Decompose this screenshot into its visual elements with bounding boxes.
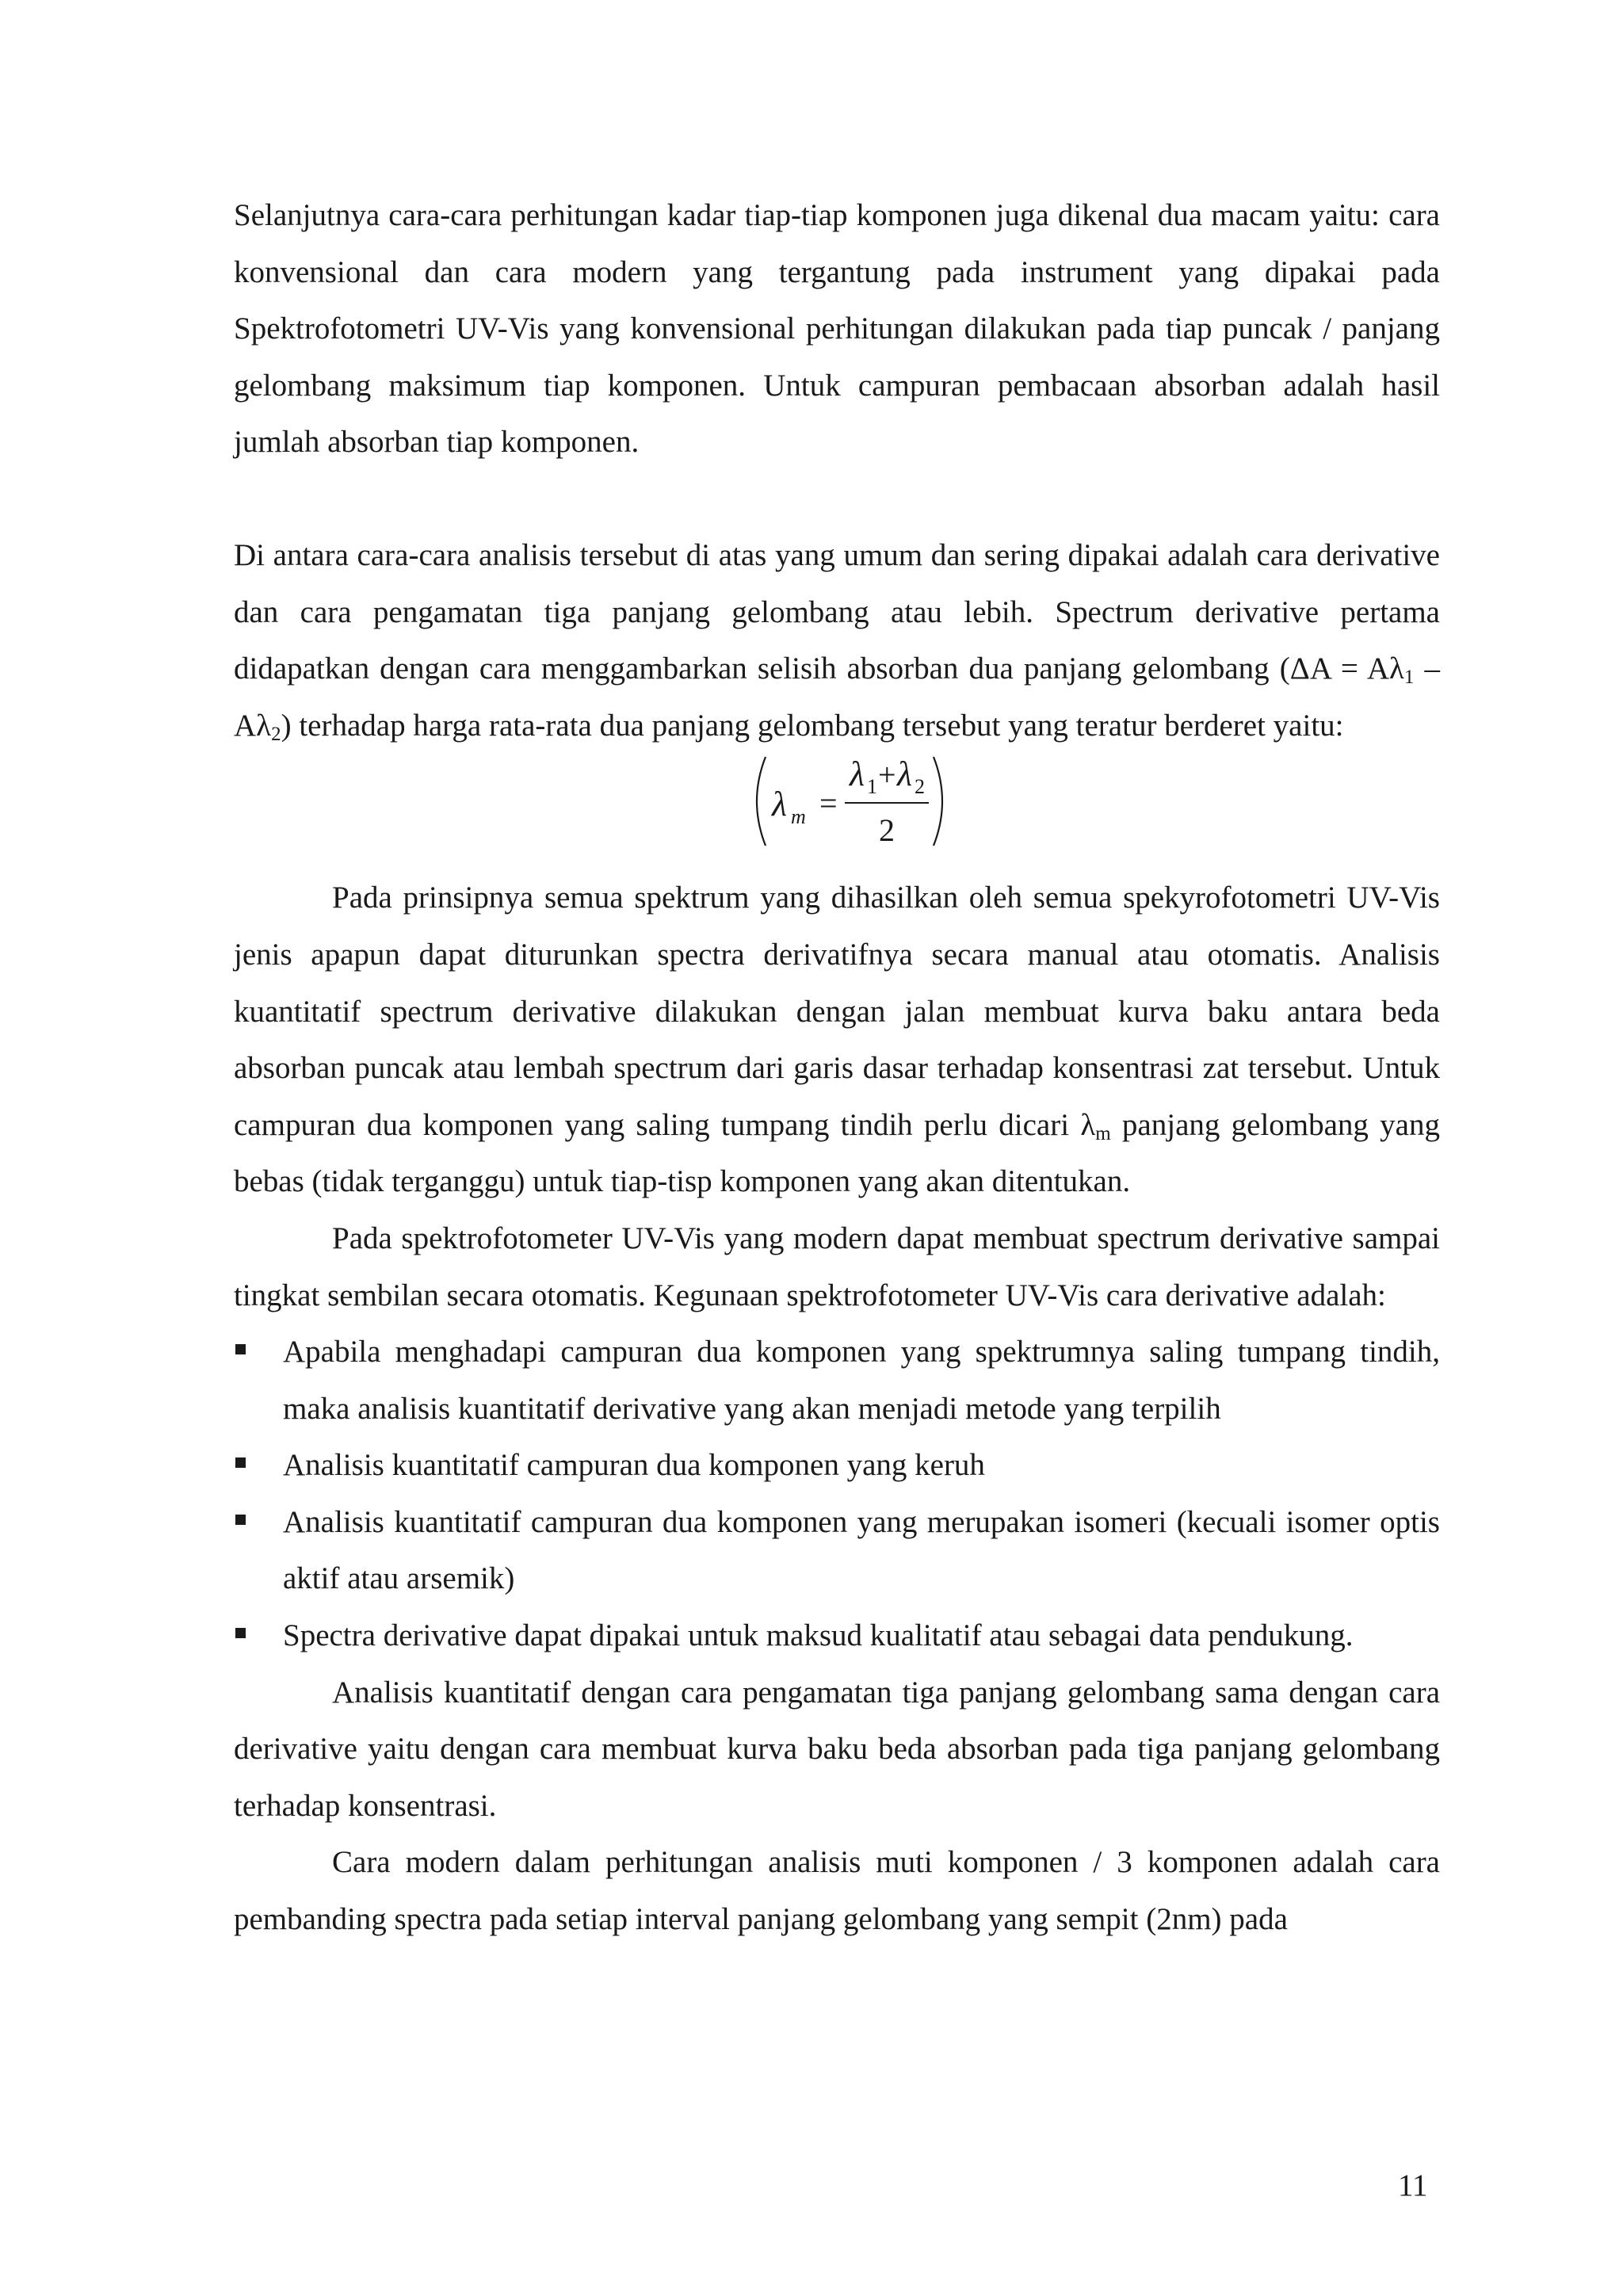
- page-content: [234, 187, 1440, 1948]
- square-bullet-icon: [235, 1457, 246, 1468]
- formula-lambda-mean: [234, 751, 1440, 865]
- square-bullet-icon: [235, 1628, 246, 1638]
- formula-left-paren: [757, 757, 766, 846]
- subscript: 1: [1403, 667, 1415, 689]
- subscript: 2: [271, 723, 281, 745]
- list-item-text: Analisis kuantitatif campuran dua komponen yang keruh: [283, 1448, 985, 1483]
- list-item: [234, 1607, 1440, 1664]
- bullet-list-uses: [234, 1324, 1440, 1664]
- formula-graphic: [753, 751, 943, 861]
- list-item: [234, 1494, 1440, 1607]
- formula-denominator: 2: [879, 812, 895, 849]
- paragraph-gap: [234, 471, 1440, 527]
- square-bullet-icon: [235, 1515, 246, 1525]
- square-bullet-icon: [235, 1344, 246, 1354]
- paragraph-text: Pada prinsipnya semua spektrum yang dihasilkan oleh semua spekyrofotometri UV-Vis jenis apapun dapat diturunkan spectra derivatifnya secara manual atau otomatis. Analisis kuantitatif spectrum derivative dilakukan dengan jalan membuat kurva baku antara beda absorban puncak atau lembah spectrum dari garis dasar terhadap konsentrasi zat tersebut. Untuk campuran dua komponen yang saling tumpang tindih perlu dicari λ: [234, 881, 1440, 1142]
- paragraph-text: Di antara cara-cara analisis tersebut di atas yang umum dan sering dipakai adalah cara derivative dan cara pengamatan tiga panjang gelombang atau lebih. Spectrum derivative pertama didapatkan dengan cara menggambarkan selisih absorban dua panjang gelombang (ΔA = Aλ: [234, 537, 1440, 686]
- paragraph-modern-spectrophotometer: Pada spektrofotometer UV-Vis yang modern dapat membuat spectrum derivative sampai tingkat sembilan secara otomatis. Kegunaan spektrofotometer UV-Vis cara derivative adalah:: [234, 1221, 1440, 1312]
- paragraph-derivative-principle: [234, 869, 1440, 1210]
- formula-equals: =: [819, 785, 838, 822]
- formula-numerator-sub1: 1: [867, 775, 877, 799]
- list-item: [234, 1324, 1440, 1437]
- list-item-text: Spectra derivative dapat dipakai untuk maksud kualitatif atau sebagai data pendukung.: [283, 1618, 1354, 1653]
- subscript: m: [1095, 1122, 1111, 1144]
- formula-numerator-lambda1: λ: [850, 755, 865, 794]
- formula-plus: +: [878, 757, 896, 793]
- list-item: [234, 1437, 1440, 1494]
- formula-numerator-sub2: 2: [915, 775, 925, 799]
- formula-right-paren: [934, 757, 942, 846]
- paragraph-calculation-methods: Selanjutnya cara-cara perhitungan kadar tiap-tiap komponen juga dikenal dua macam yaitu: cara konvensional dan cara modern yang tergantung pada instrument yang dipakai pada Spektrofotometri UV-Vis yang konvensional perhitungan dilakukan pada tiap puncak / panjang gelombang maksimum tiap komponen. Untuk campuran pembacaan absorban adalah hasil jumlah absorban tiap komponen.: [234, 198, 1440, 460]
- formula-lhs-symbol: λ: [772, 785, 788, 824]
- paragraph-text: – Aλ: [234, 651, 1441, 743]
- paragraph-text: panjang gelombang yang bebas (tidak terganggu) untuk tiap-tisp komponen yang akan ditentukan.: [234, 1107, 1440, 1199]
- paragraph-three-wavelength: Analisis kuantitatif dengan cara pengamatan tiga panjang gelombang sama dengan cara derivative yaitu dengan cara membuat kurva baku beda absorban pada tiga panjang gelombang terhadap konsentrasi.: [234, 1675, 1440, 1823]
- paragraph-modern-calculation: Cara modern dalam perhitungan analisis muti komponen / 3 komponen adalah cara pembanding spectra pada setiap interval panjang gelombang yang sempit (2nm) pada: [234, 1845, 1440, 1937]
- paragraph-derivative-method: [234, 527, 1440, 754]
- paragraph-text: ) terhadap harga rata-rata dua panjang gelombang tersebut yang teratur berderet yaitu:: [281, 708, 1344, 743]
- page-number: 11: [1398, 2168, 1428, 2202]
- formula-lhs-subscript: m: [791, 805, 806, 829]
- formula-numerator-lambda2: λ: [897, 755, 913, 794]
- list-item-text: Apabila menghadapi campuran dua komponen yang spektrumnya saling tumpang tindih, maka analisis kuantitatif derivative yang akan menjadi metode yang terpilih: [283, 1335, 1440, 1426]
- list-item-text: Analisis kuantitatif campuran dua komponen yang merupakan isomeri (kecuali isomer optis aktif atau arsemik): [283, 1504, 1440, 1596]
